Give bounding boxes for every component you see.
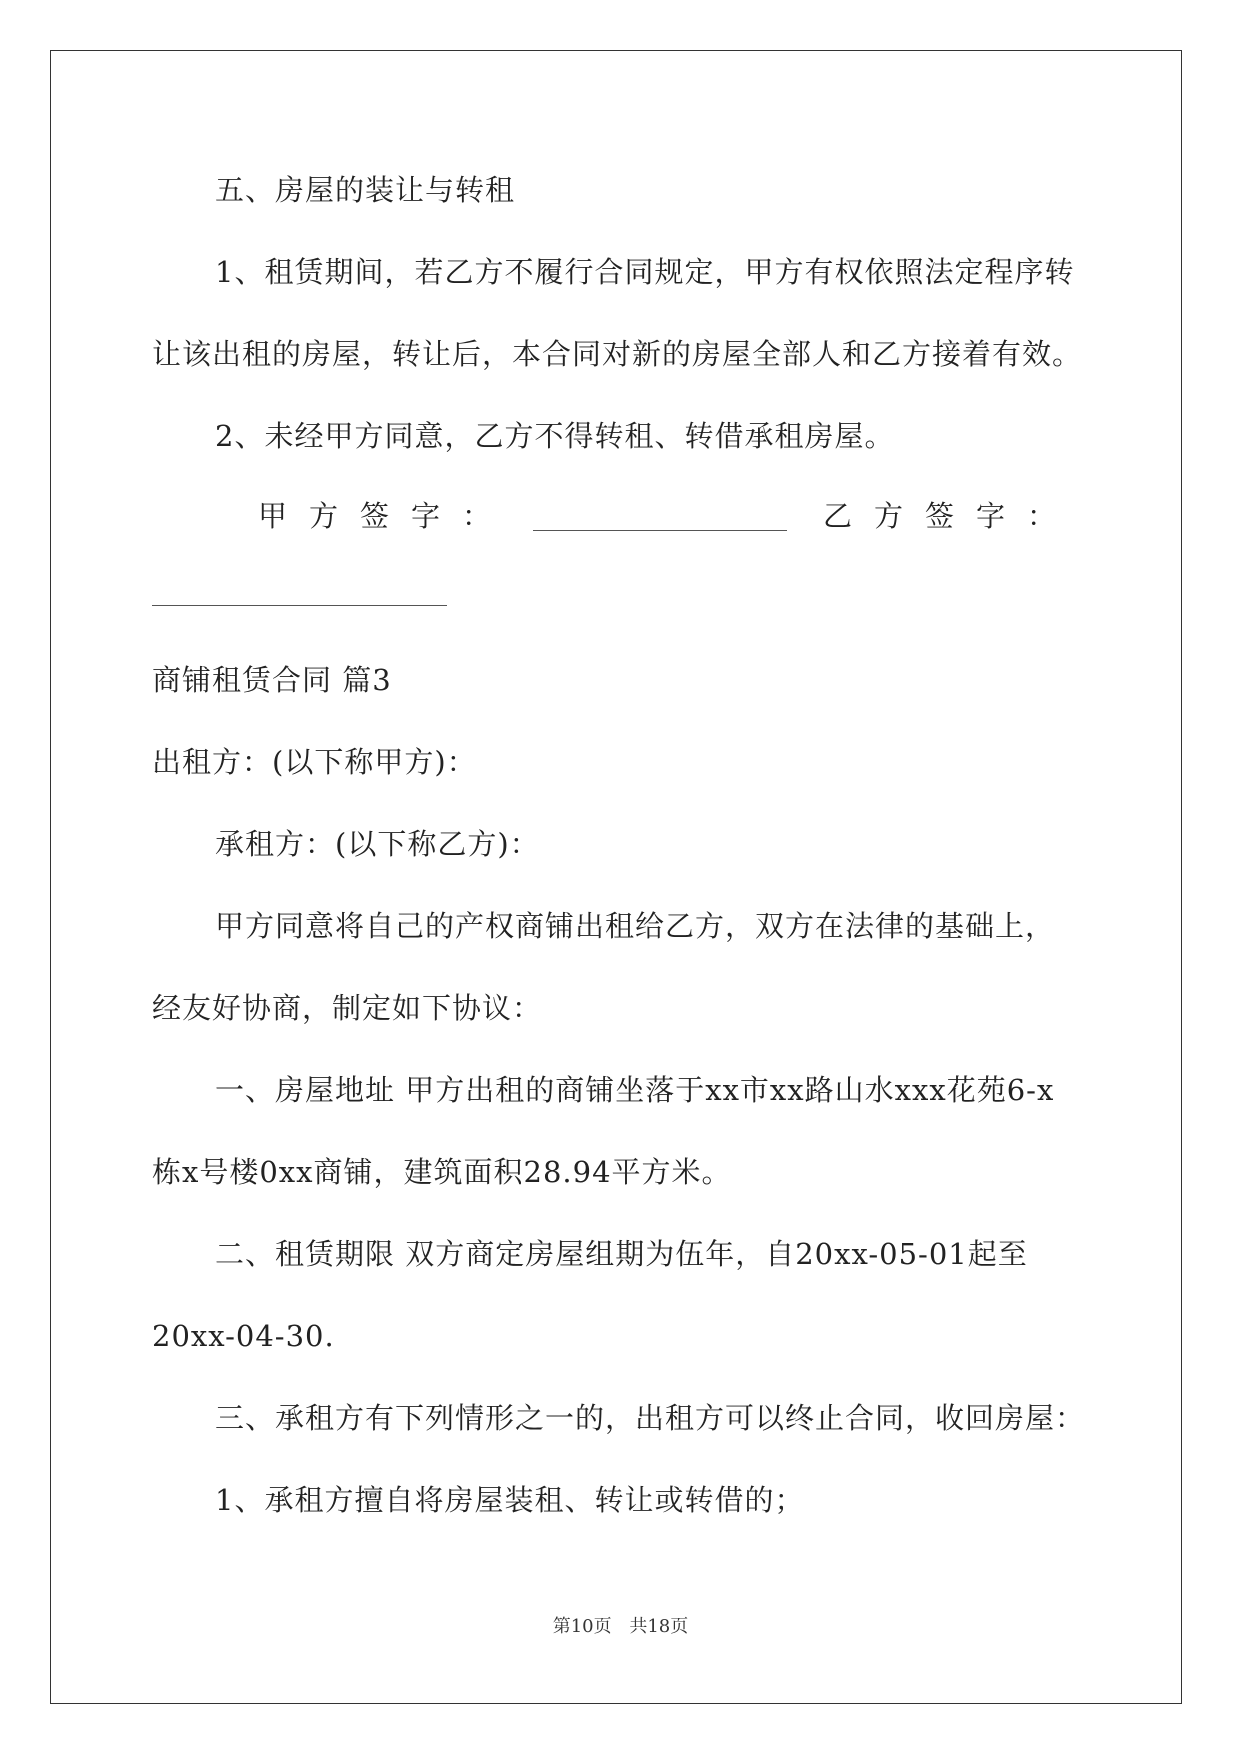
page-frame — [50, 50, 1182, 1704]
paragraph-line: 2、未经甲方同意，乙方不得转租、转借承租房屋。 — [215, 419, 895, 453]
party-a-signature-label: 甲方签字： — [258, 499, 514, 533]
paragraph-line: 二、租赁期限 双方商定房屋组期为伍年，自20xx-05-01起至 — [215, 1237, 1028, 1271]
paragraph-line: 1、承租方擅自将房屋装租、转让或转借的； — [215, 1483, 805, 1517]
paragraph-line: 1、租赁期间，若乙方不履行合同规定，甲方有权依照法定程序转 — [215, 255, 1075, 289]
paragraph-line: 20xx-04-30. — [152, 1319, 335, 1353]
lessee-line: 承租方：(以下称乙方)： — [215, 827, 540, 861]
signature-row — [258, 499, 1078, 533]
paragraph-line: 栋x号楼0xx商铺，建筑面积28.94平方米。 — [152, 1155, 732, 1189]
paragraph-line: 甲方同意将自己的产权商铺出租给乙方，双方在法律的基础上， — [215, 909, 1056, 943]
page-footer — [0, 1612, 1241, 1638]
paragraph-line: 经友好协商，制定如下协议： — [152, 991, 543, 1025]
party-b-signature-blank[interactable] — [152, 605, 447, 606]
lessor-line: 出租方：(以下称甲方)： — [152, 745, 477, 779]
party-b-signature-label: 乙方签字： — [822, 499, 1078, 533]
paragraph-line: 三、承租方有下列情形之一的，出租方可以终止合同，收回房屋： — [215, 1401, 1086, 1435]
total-pages: 共18页 — [629, 1616, 689, 1637]
current-page-number: 第10页 — [552, 1616, 612, 1637]
paragraph-line: 一、房屋地址 甲方出租的商铺坐落于xx市xx路山水xxx花苑6-x — [215, 1073, 1055, 1107]
contract-title: 商铺租赁合同 篇3 — [152, 663, 392, 697]
party-a-signature-blank[interactable] — [533, 506, 787, 531]
section-heading: 五、房屋的装让与转租 — [215, 173, 516, 207]
paragraph-line: 让该出租的房屋，转让后，本合同对新的房屋全部人和乙方接着有效。 — [152, 337, 1083, 371]
